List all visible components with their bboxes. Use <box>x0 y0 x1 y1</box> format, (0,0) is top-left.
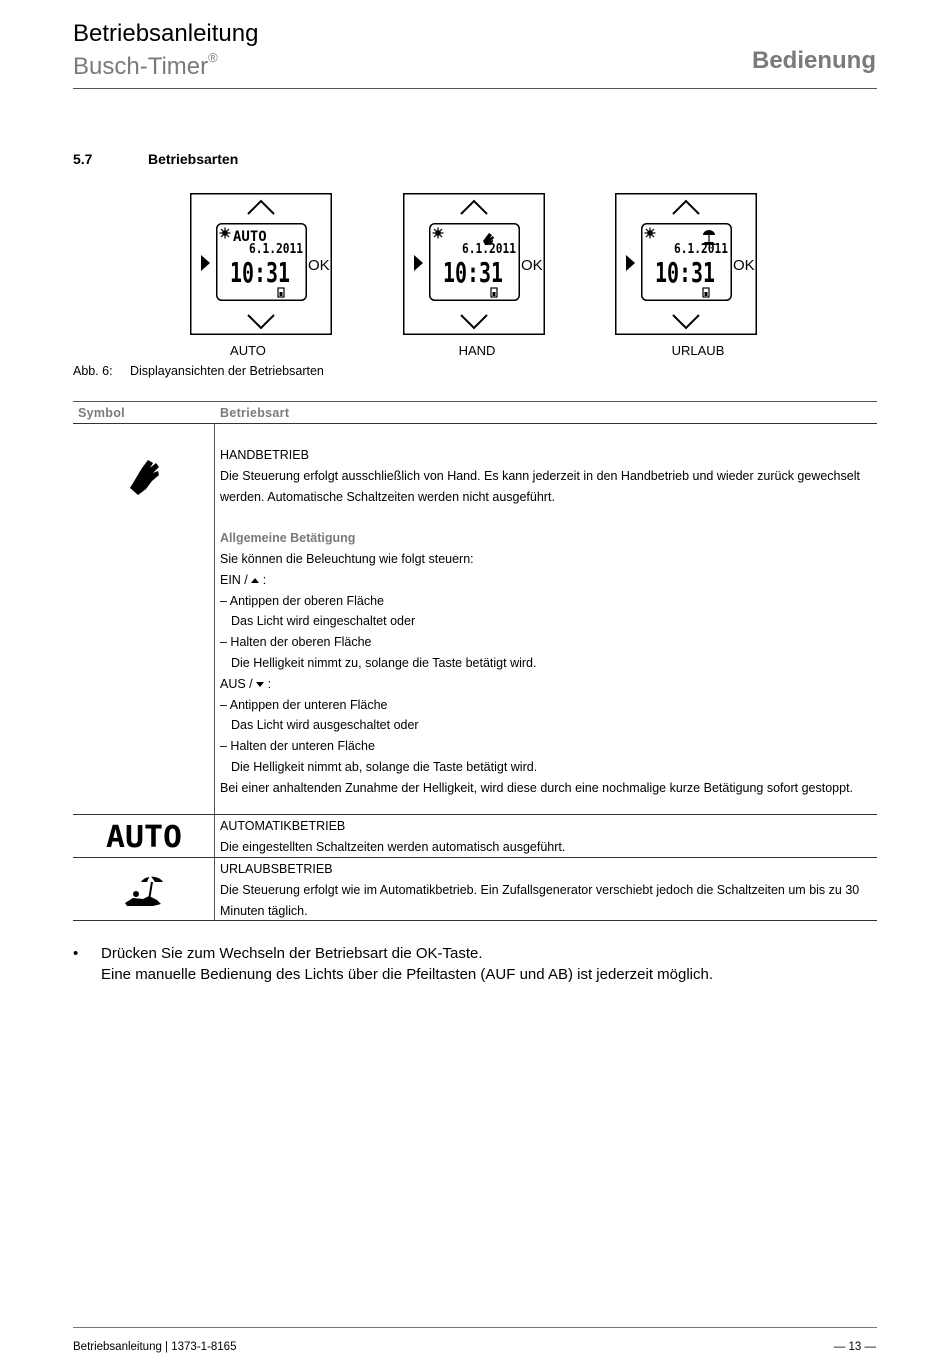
ok-label[interactable]: OK <box>733 257 755 274</box>
document-title: Betriebsanleitung <box>73 20 259 47</box>
table-row-hand <box>73 424 877 815</box>
lcd-date: 6.1.2011 <box>462 242 517 257</box>
down-triangle-icon <box>256 682 264 687</box>
vacation-desc: Die Steuerung erfolgt wie im Automatikbetrieb. Ein Zufallsgenerator verschiebt jedoch die Schaltzeiten um bis zu 30 Minuten täglich. <box>220 882 860 918</box>
off-line: AUS / : <box>220 676 272 691</box>
sun-icon <box>433 228 444 239</box>
device-label-hand: HAND <box>458 343 496 358</box>
footer-rule <box>73 1327 877 1328</box>
vacation-icon-cell <box>73 872 214 908</box>
ok-label[interactable]: OK <box>308 257 330 274</box>
header-rule <box>73 88 877 89</box>
section-name: Bedienung <box>752 47 876 74</box>
general-operation-intro: Sie können die Beleuchtung wie folgt steuern: <box>220 551 474 566</box>
bullet-dot: • <box>73 945 79 962</box>
device-display-hand <box>403 193 545 335</box>
auto-icon-cell <box>73 821 214 851</box>
sun-icon <box>220 228 231 239</box>
device-display-auto <box>190 193 332 335</box>
hand-description <box>220 424 877 799</box>
registered-mark: ® <box>208 50 218 65</box>
device-display-urlaub <box>615 193 757 335</box>
device-auto-svg <box>190 193 332 335</box>
off-item-1: – Antippen der unteren Fläche <box>220 697 388 712</box>
device-hand-svg <box>403 193 545 335</box>
hand-icon <box>126 456 162 496</box>
header-mode: Betriebsart <box>220 406 290 420</box>
device-urlaub-svg <box>615 193 757 335</box>
hand-title: HANDBETRIEB <box>220 448 309 462</box>
vacation-title: URLAUBSBETRIEB <box>220 862 333 876</box>
figure-caption-text: Displayansichten der Betriebsarten <box>130 364 324 378</box>
bullet-lines <box>101 943 861 985</box>
lcd-date: 6.1.2011 <box>674 242 729 257</box>
footer-document-id: Betriebsanleitung | 1373-1-8165 <box>73 1341 237 1353</box>
figure-caption <box>73 364 324 378</box>
product-name-text: Busch-Timer <box>73 53 209 80</box>
auto-description <box>220 815 877 858</box>
off-item-2: Das Licht wird ausgeschaltet oder <box>231 718 419 733</box>
general-operation-heading: Allgemeine Betätigung <box>220 531 356 546</box>
up-triangle-icon <box>251 578 259 583</box>
hand-icon-cell <box>73 456 214 496</box>
figure-number: Abb. 6: <box>73 364 113 378</box>
vacation-icon <box>123 872 165 908</box>
page-number: — 13 — <box>833 1341 876 1353</box>
bullet-line-1: Drücken Sie zum Wechseln der Betriebsart die OK-Taste. <box>101 945 483 962</box>
table-header <box>73 401 877 424</box>
hand-desc: Die Steuerung erfolgt ausschließlich von Hand. Es kann jederzeit in den Handbetrieb und wieder zurück gewechselt werden. Automatische Schaltzeiten werden nicht ausgeführt. <box>220 468 860 504</box>
on-item-2: Das Licht wird eingeschaltet oder <box>231 614 416 629</box>
on-label: EIN / <box>220 572 248 587</box>
lcd-time: 10:31 <box>230 256 290 289</box>
auto-title: AUTOMATIKBETRIEB <box>220 819 346 833</box>
on-item-4: Die Helligkeit nimmt zu, solange die Taste betätigt wird. <box>231 655 537 670</box>
product-name <box>73 47 218 81</box>
auto-icon <box>104 821 184 851</box>
on-item-1: – Antippen der oberen Fläche <box>220 593 385 608</box>
auto-icon-text: AUTO <box>105 821 182 851</box>
table-row-auto <box>73 815 877 858</box>
hand-note: Bei einer anhaltenden Zunahme der Helligkeit, wird diese durch eine nochmalige kurze Betätigung sofort gestoppt. <box>220 780 854 795</box>
bullet-line-2: Eine manuelle Bedienung des Lichts über die Pfeiltasten (AUF und AB) ist jederzeit möglich. <box>101 966 714 983</box>
section-number: 5.7 <box>73 151 93 167</box>
table-row-vacation <box>73 858 877 921</box>
off-label: AUS / <box>220 676 253 691</box>
section-title: Betriebsarten <box>148 151 239 167</box>
ok-label[interactable]: OK <box>521 257 543 274</box>
lcd-mode-text: AUTO <box>233 229 267 245</box>
auto-desc: Die eingestellten Schaltzeiten werden automatisch ausgeführt. <box>220 839 566 854</box>
on-item-3: – Halten der oberen Fläche <box>220 635 372 650</box>
lcd-time: 10:31 <box>655 256 715 289</box>
device-label-auto: AUTO <box>230 343 266 358</box>
header-symbol: Symbol <box>78 406 125 420</box>
lcd-date: 6.1.2011 <box>249 242 304 257</box>
vacation-description <box>220 858 877 921</box>
device-label-urlaub: URLAUB <box>671 343 725 358</box>
off-item-3: – Halten der unteren Fläche <box>220 739 375 754</box>
on-line: EIN / : <box>220 572 267 587</box>
lcd-time: 10:31 <box>443 256 503 289</box>
modes-table <box>73 401 877 921</box>
sun-icon <box>645 228 656 239</box>
off-item-4: Die Helligkeit nimmt ab, solange die Taste betätigt wird. <box>231 759 538 774</box>
